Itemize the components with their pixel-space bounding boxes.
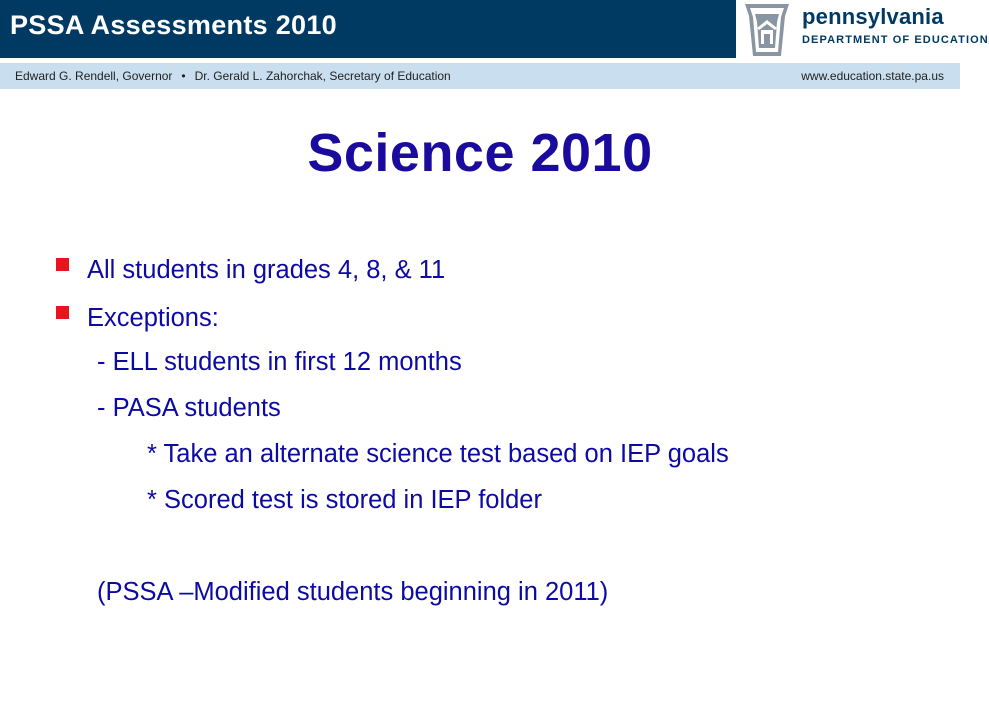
officials-line (15, 69, 451, 83)
detail-line-scored-test: * Scored test is stored in IEP folder (147, 486, 542, 514)
bullet-line-1: All students in grades 4, 8, & 11 (87, 256, 446, 284)
secretary-text: Dr. Gerald L. Zahorchak, Secretary of Education (194, 69, 451, 83)
bullet-square-icon (56, 306, 69, 319)
pde-logo (738, 0, 989, 58)
separator-dot: • (181, 69, 186, 83)
website-url: www.education.state.pa.us (801, 69, 944, 83)
bullet-line-2: Exceptions: (87, 304, 219, 332)
header-title: PSSA Assessments 2010 (10, 10, 337, 40)
subheader-bar (0, 63, 960, 89)
slide-title: Science 2010 (307, 123, 653, 183)
sub-line-ell: - ELL students in first 12 months (97, 348, 462, 376)
logo-subtitle: DEPARTMENT OF EDUCATION (802, 34, 989, 46)
keystone-logo-icon (741, 2, 793, 58)
governor-text: Edward G. Rendell, Governor (15, 69, 173, 83)
note-line-pssa-modified: (PSSA –Modified students beginning in 2011) (97, 578, 609, 606)
sub-line-pasa: - PASA students (97, 394, 281, 422)
logo-wordmark: pennsylvania (802, 4, 944, 29)
bullet-square-icon (56, 258, 69, 271)
header-bar (0, 0, 738, 58)
detail-line-alternate-test: * Take an alternate science test based on IEP goals (147, 440, 729, 468)
